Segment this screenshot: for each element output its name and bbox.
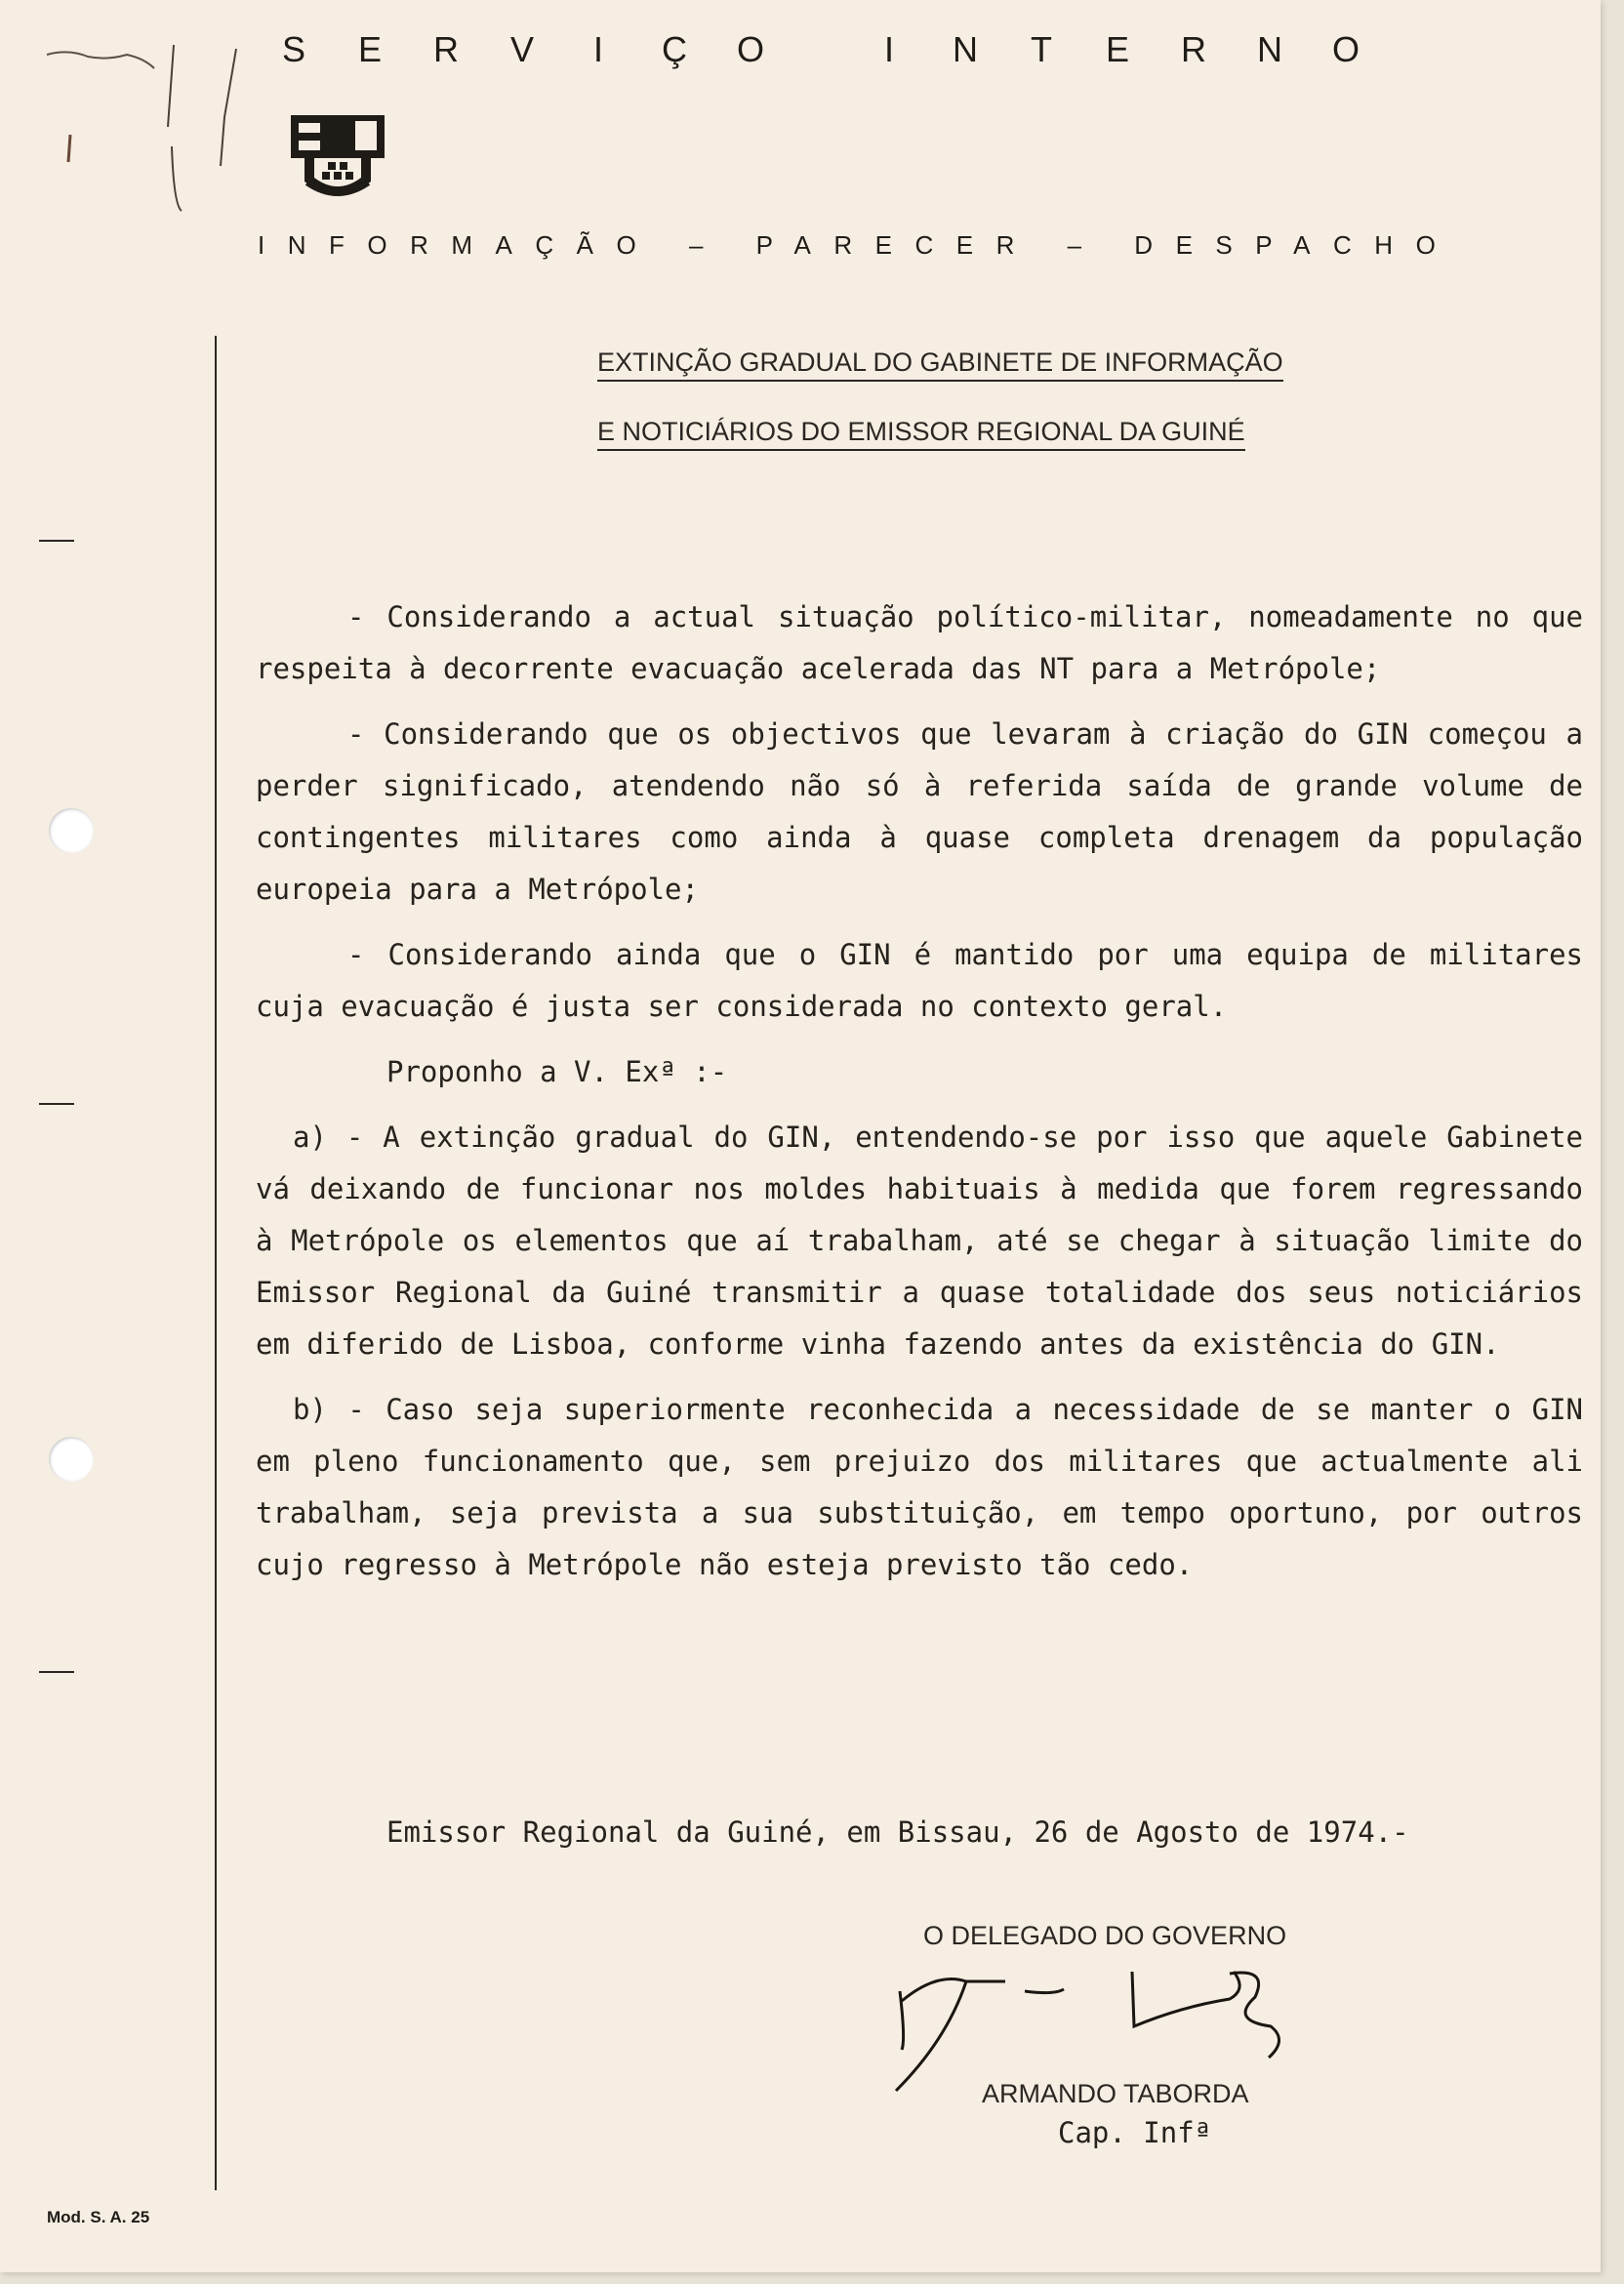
margin-tick-mark [39,1671,74,1673]
header-title-text: S E R V I Ç O I N T E R N O [281,29,1360,69]
document-subject [597,347,1407,486]
signatory-rank: Cap. Infª [1058,2116,1212,2149]
margin-tick-mark [39,1103,74,1105]
form-subheader: INFORMAÇÃO – PARECER – DESPACHO [258,230,1459,260]
subject-line-1: EXTINÇÃO GRADUAL DO GABINETE DE INFORMAÇÃO [597,347,1283,382]
header-title [256,29,1384,70]
punch-hole [49,808,94,853]
signatory-name: ARMANDO TABORDA [982,2079,1249,2108]
pencil-annotation-mark [29,20,244,234]
margin-tick-mark [39,540,74,542]
body-paragraph-2: - Considerando que os objectivos que levaram à criação do GIN começou a perder significado, atendendo não só à referida saída de grande volume de contingentes militares como ainda à quase completa drenagem da população europeia para a Metrópole; [256,717,1583,906]
body-paragraph-3: - Considerando ainda que o GIN é mantido por uma equipa de militares cuja evacuação é justa ser considerada no contexto geral. [256,938,1583,1023]
form-model-id: Mod. S. A. 25 [47,2208,150,2226]
coat-of-arms-emblem-icon [285,109,390,207]
subject-line-2: E NOTICIÁRIOS DO EMISSOR REGIONAL DA GUINÉ [597,417,1245,451]
signatory-title: O DELEGADO DO GOVERNO [923,1921,1287,1950]
proposal-item-a: a) - A extinção gradual do GIN, entendendo-se por isso que aquele Gabinete vá deixando de funcionar nos moldes habituais à medida que forem regressando à Metrópole os elementos que aí trabalham, até se chegar à situação limite do Emissor Regional da Guiné transmitir a quase totalidade dos seus noticiários em diferido de Lisboa, conforme vinha fazendo antes da existência do GIN. [256,1121,1583,1361]
date-place-line: Emissor Regional da Guiné, em Bissau, 26 de Agosto de 1974.- [386,1815,1409,1849]
left-margin-line [215,336,217,2190]
punch-hole [49,1437,94,1482]
proposal-intro: Proponho a V. Exª :- [386,1055,728,1088]
proposal-item-b: b) - Caso seja superiormente reconhecida a necessidade de se manter o GIN em pleno funcionamento que, sem prejuizo dos militares que actualmente ali trabalham, seja prevista a sua substituição, em tempo oportuno, por outros cujo regresso à Metrópole não esteja previsto tão cedo. [256,1393,1583,1581]
body-paragraph-1: - Considerando a actual situação político-militar, nomeadamente no que respeita à decorrente evacuação acelerada das NT para a Metrópole; [256,600,1583,685]
document-body [256,591,1583,1591]
